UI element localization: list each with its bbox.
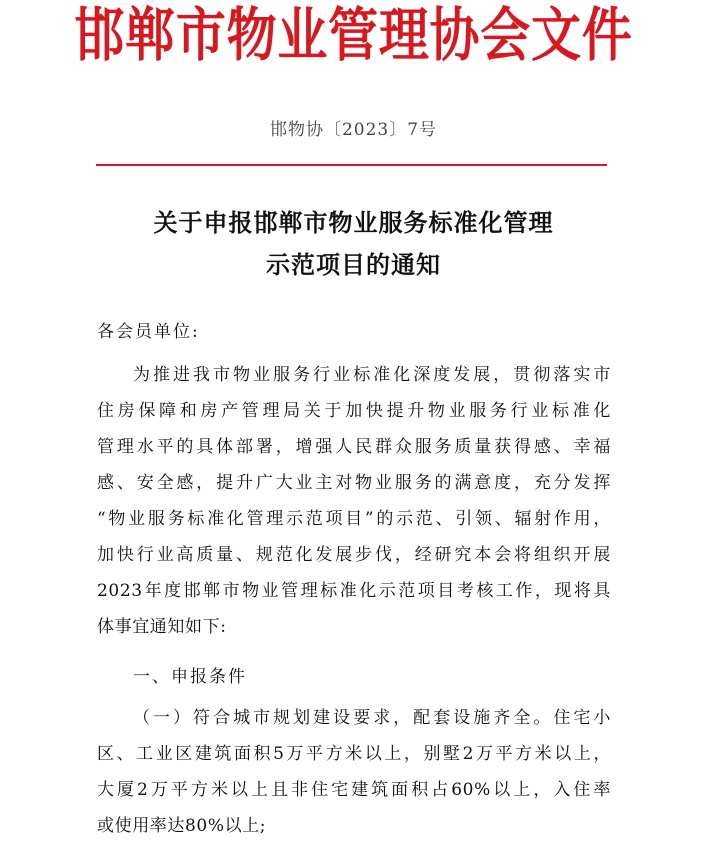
paragraph-intro [97, 357, 611, 645]
notice-title-line-1: 关于申报邯郸市物业服务标准化管理 [153, 208, 554, 237]
paragraph-line: 大厦2万平方米以上且非住宅建筑面积占60%以上，入住率 [97, 780, 611, 800]
paragraph-line: “物业服务标准化管理示范项目”的示范、引领、辐射作用， [97, 509, 611, 529]
paragraph-line: 或使用率达80%以上; [97, 816, 267, 836]
notice-title-line-2: 示范项目的通知 [266, 250, 441, 279]
paragraph-line: 加快行业高质量、规范化发展步伐，经研究本会将组织开展 [97, 545, 611, 565]
document-number: 邯物协〔2023〕7号 [269, 120, 438, 140]
paragraph-line: 体事宜通知如下: [97, 617, 227, 637]
paragraph-condition-1 [97, 700, 611, 844]
section-heading-1: 一、申报条件 [133, 667, 247, 687]
document-masthead: 邯郸市物业管理协会文件 [74, 1, 633, 69]
paragraph-line: 管理水平的具体部署，增强人民群众服务质量获得感、幸福 [97, 437, 611, 457]
paragraph-line: 2023年度邯郸市物业管理标准化示范项目考核工作，现将具 [97, 581, 611, 601]
paragraph-line: 为推进我市物业服务行业标准化深度发展，贯彻落实市 [133, 365, 611, 385]
paragraph-line: （一）符合城市规划建设要求，配套设施齐全。住宅小 [133, 708, 611, 728]
paragraph-line: 感、安全感，提升广大业主对物业服务的满意度，充分发挥 [97, 473, 611, 493]
paragraph-line: 住房保障和房产管理局关于加快提升物业服务行业标准化 [97, 401, 611, 421]
salutation: 各会员单位: [97, 322, 200, 342]
red-rule-divider [96, 164, 607, 166]
paragraph-line: 区、工业区建筑面积5万平方米以上，别墅2万平方米以上， [97, 744, 611, 764]
